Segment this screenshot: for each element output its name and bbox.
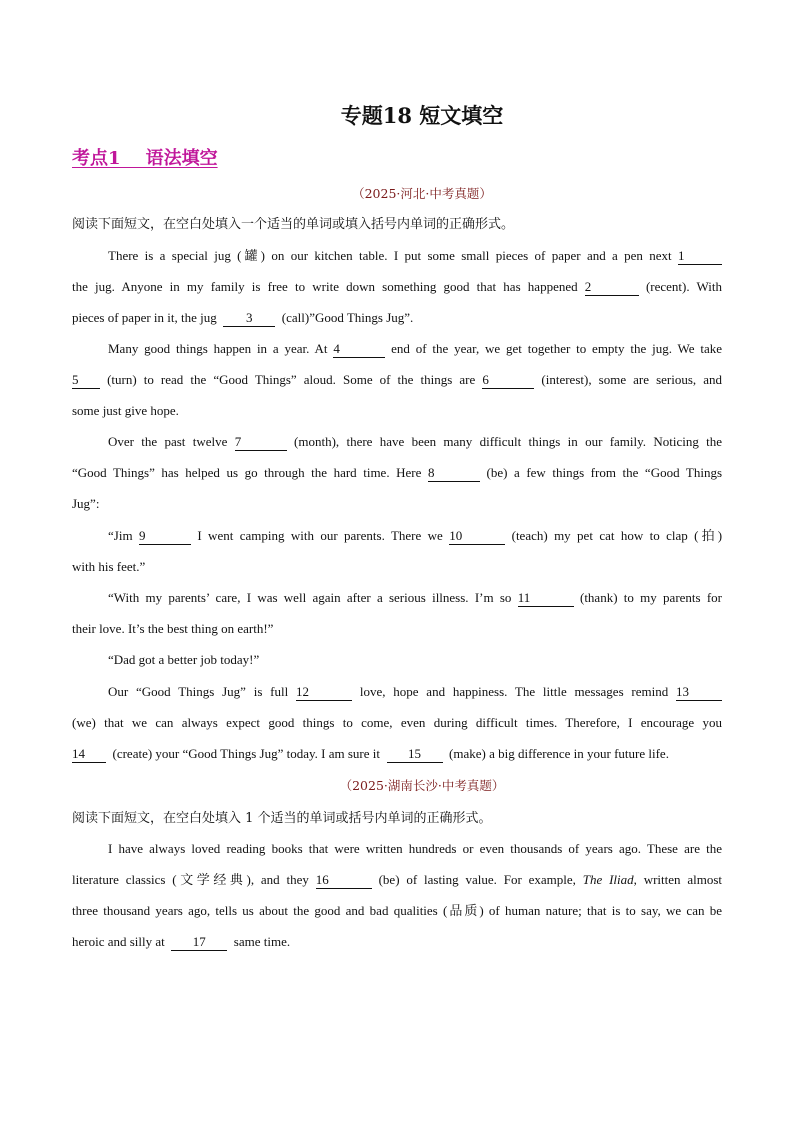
passage-line: three thousand years ago, tells us about the good and bad qualities (品质) of human nature; that is to say, we can be: [72, 903, 722, 918]
answer-blank-13[interactable]: 13: [676, 684, 722, 701]
passage-line: Jug”:: [72, 496, 100, 511]
answer-blank-15[interactable]: 15: [387, 746, 443, 763]
answer-blank-3[interactable]: 3: [223, 310, 275, 327]
answer-blank-6[interactable]: 6: [482, 372, 534, 389]
answer-blank-4[interactable]: 4: [333, 341, 385, 358]
answer-blank-9[interactable]: 9: [139, 528, 191, 545]
answer-blank-5[interactable]: 5: [72, 372, 100, 389]
answer-blank-17[interactable]: 17: [171, 934, 227, 951]
answer-blank-7[interactable]: 7: [235, 434, 287, 451]
page-title: 专题18 短文填空: [340, 103, 504, 128]
answer-blank-2[interactable]: 2: [585, 279, 639, 296]
passage-line: with his feet.”: [72, 559, 146, 574]
passage1-source: （2025·河北·中考真题）: [352, 186, 492, 201]
answer-blank-14[interactable]: 14: [72, 746, 106, 763]
answer-blank-1[interactable]: 1: [678, 248, 722, 265]
passage-line: 5 (turn) to read the “Good Things” aloud. Some of the things are 6 (interest), some are serious, and: [72, 372, 723, 387]
passage-line: some just give hope.: [72, 403, 179, 418]
passage-line: Our “Good Things Jug” is full 12 love, hope and happiness. The little messages remind 13: [108, 682, 722, 702]
passage-line: I have always loved reading books that were written hundreds or even thousands of years ago. These are the: [108, 841, 722, 856]
section-heading: 考点1 语法填空: [72, 148, 218, 169]
answer-blank-12[interactable]: 12: [296, 684, 352, 701]
passage-line: Many good things happen in a year. At 4 end of the year, we get together to empty the jug. We take: [108, 341, 723, 356]
passage-line: pieces of paper in it, the jug 3 (call)”Good Things Jug”.: [72, 310, 414, 325]
passage-line: 14 (create) your “Good Things Jug” today. I am sure it 15 (make) a big difference in your future life.: [72, 746, 669, 761]
passage-line: “Jim 9 I went camping with our parents. There we 10 (teach) my pet cat how to clap (拍): [108, 528, 723, 543]
answer-blank-11[interactable]: 11: [518, 590, 574, 607]
answer-blank-10[interactable]: 10: [449, 528, 505, 545]
passage1-instruction: 阅读下面短文，在空白处填入一个适当的单词或填入括号内单词的正确形式。: [72, 217, 515, 232]
answer-blank-8[interactable]: 8: [428, 465, 480, 482]
passage-line: Over the past twelve 7 (month), there have been many difficult things in our family. Noticing the: [108, 434, 723, 449]
passage-line: their love. It’s the best thing on earth!”: [72, 621, 274, 636]
passage-line: literature classics (文学经典), and they 16 (be) of lasting value. For example, The Iliad, written almost: [72, 872, 723, 887]
passage2-source: （2025·湖南长沙·中考真题）: [339, 778, 505, 793]
book-title: The Iliad: [582, 872, 634, 887]
passage-line: the jug. Anyone in my family is free to write down something good that has happened 2 (recent). With: [72, 279, 723, 294]
passage-line: heroic and silly at 17 same time.: [72, 934, 291, 949]
passage-line: There is a special jug (罐) on our kitchen table. I put some small pieces of paper and a pen next 1: [108, 246, 722, 266]
passage-line: “With my parents’ care, I was well again after a serious illness. I’m so 11 (thank) to my parents for: [108, 590, 723, 605]
answer-blank-16[interactable]: 16: [316, 872, 372, 889]
passage-line: (we) that we can always expect good things to come, even during difficult times. Therefore, I encourage you: [72, 715, 722, 730]
passage-line: “Good Things” has helped us go through the hard time. Here 8 (be) a few things from the “Good Things: [72, 465, 723, 480]
passage-line: “Dad got a better job today!”: [108, 652, 260, 667]
passage2-instruction: 阅读下面短文，在空白处填入 1 个适当的单词或括号内单词的正确形式。: [72, 811, 492, 826]
